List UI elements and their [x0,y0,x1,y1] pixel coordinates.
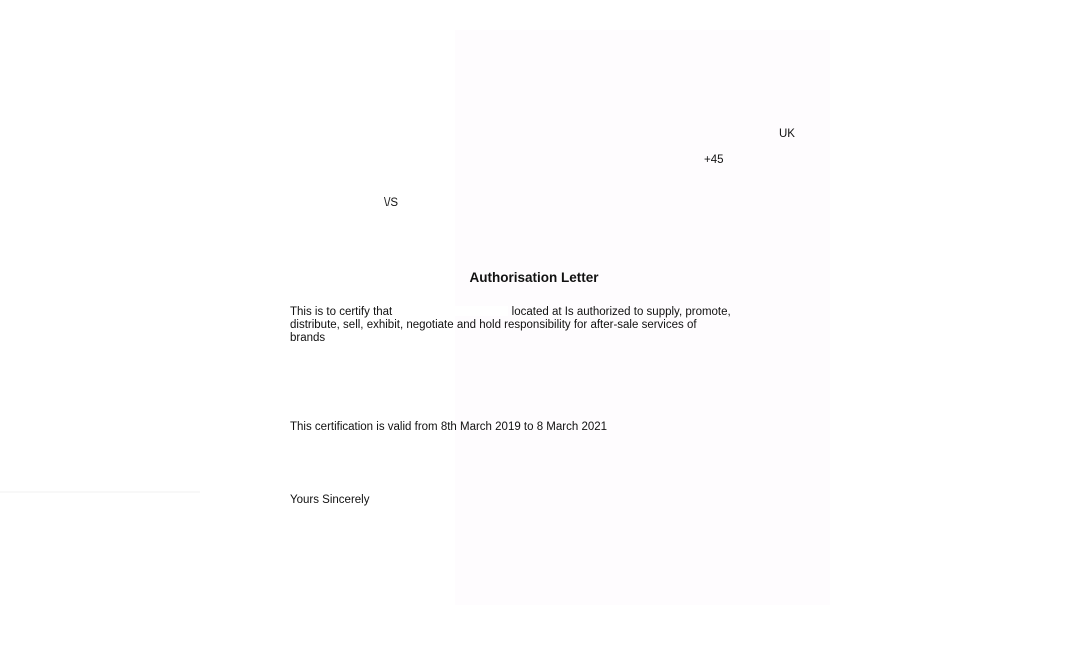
address-country: UK [779,128,795,140]
letter-title: Authorisation Letter [469,270,599,285]
certification-paragraph [290,306,790,345]
paragraph-line-3: brands [290,332,326,344]
redacted-company-name [395,306,508,316]
phone-number: +45 [704,154,724,166]
closing-salutation: Yours Sincerely [290,494,370,506]
paragraph-authorization: located at Is authorized to supply, promote, [511,306,731,318]
validity-statement: This certification is valid from 8th March 2019 to 8 March 2021 [290,421,608,433]
paragraph-line-1 [290,306,790,319]
paragraph-line-2: distribute, sell, exhibit, negotiate and hold responsibility for after-sale services of [290,319,697,331]
company-name-suffix: \/S [384,197,399,209]
paragraph-intro: This is to certify that [290,306,393,318]
background-line [0,491,200,493]
